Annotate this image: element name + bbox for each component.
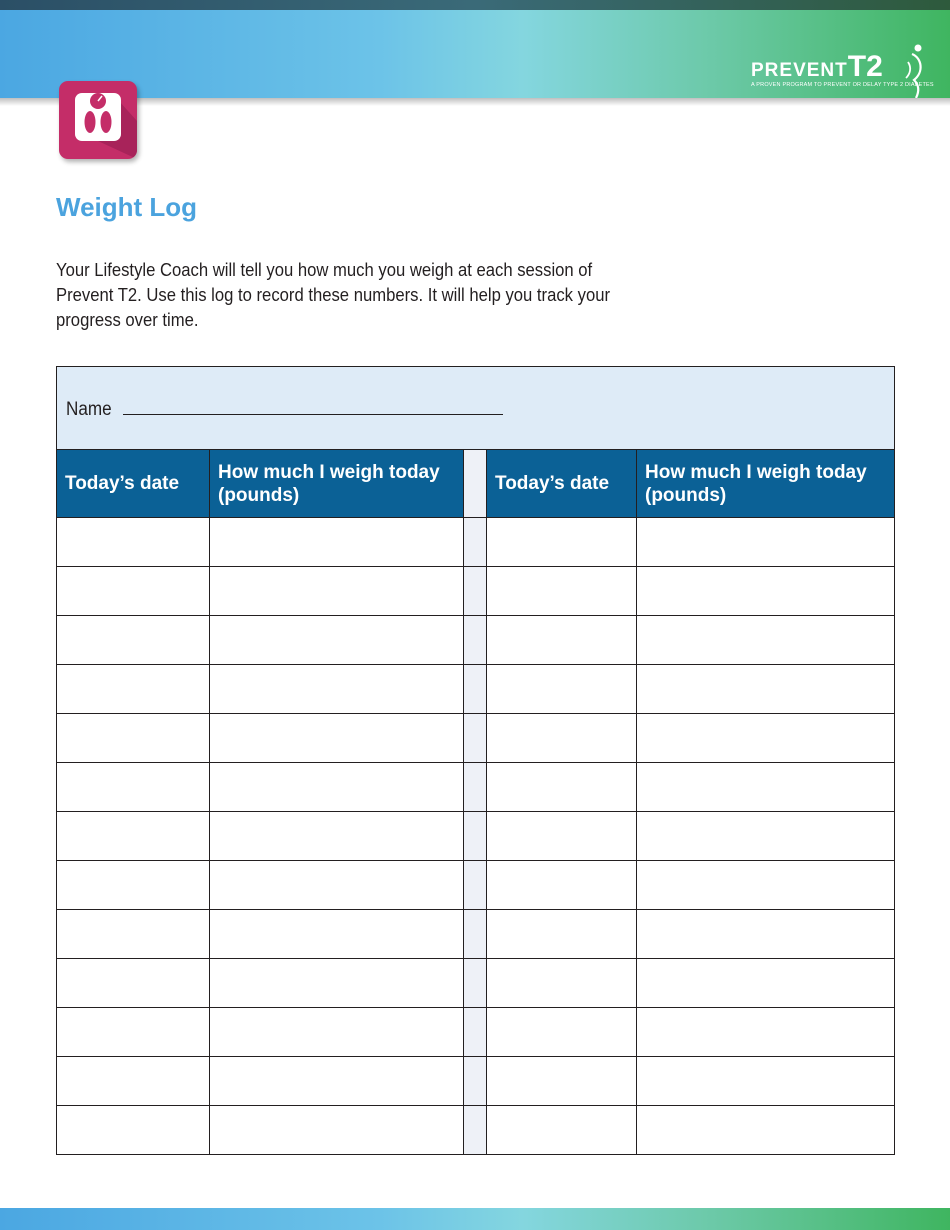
table-row xyxy=(57,1008,895,1057)
weight-cell-left[interactable] xyxy=(210,763,464,812)
logo-t2: T2 xyxy=(847,50,883,83)
column-divider xyxy=(464,861,487,910)
table-row xyxy=(57,567,895,616)
weight-cell-right[interactable] xyxy=(637,910,895,959)
header-weight-left: How much I weigh today (pounds) xyxy=(210,450,464,518)
column-divider xyxy=(464,616,487,665)
name-label: Name xyxy=(66,398,112,420)
date-cell-left[interactable] xyxy=(57,1008,210,1057)
table-row xyxy=(57,665,895,714)
bottom-bar xyxy=(0,1208,950,1230)
table-row xyxy=(57,1057,895,1106)
date-cell-left[interactable] xyxy=(57,861,210,910)
weight-cell-right[interactable] xyxy=(637,959,895,1008)
weight-cell-right[interactable] xyxy=(637,714,895,763)
logo-word: PREVENT xyxy=(751,60,848,81)
date-cell-left[interactable] xyxy=(57,616,210,665)
weight-cell-right[interactable] xyxy=(637,665,895,714)
date-cell-left[interactable] xyxy=(57,518,210,567)
weight-cell-left[interactable] xyxy=(210,1008,464,1057)
person-figure-icon xyxy=(904,42,926,100)
name-line[interactable] xyxy=(123,396,503,415)
date-cell-right[interactable] xyxy=(487,763,637,812)
table-row xyxy=(57,1106,895,1155)
weight-cell-right[interactable] xyxy=(637,1057,895,1106)
date-cell-right[interactable] xyxy=(487,714,637,763)
weight-cell-right[interactable] xyxy=(637,763,895,812)
date-cell-right[interactable] xyxy=(487,518,637,567)
weight-cell-left[interactable] xyxy=(210,861,464,910)
column-divider xyxy=(464,450,487,518)
column-divider xyxy=(464,910,487,959)
weight-cell-left[interactable] xyxy=(210,567,464,616)
table-row xyxy=(57,518,895,567)
date-cell-right[interactable] xyxy=(487,567,637,616)
weight-cell-left[interactable] xyxy=(210,518,464,567)
column-divider xyxy=(464,812,487,861)
weight-cell-left[interactable] xyxy=(210,812,464,861)
column-divider xyxy=(464,959,487,1008)
log-rows xyxy=(57,518,895,1155)
date-cell-right[interactable] xyxy=(487,861,637,910)
weight-cell-left[interactable] xyxy=(210,1106,464,1155)
column-divider xyxy=(464,567,487,616)
weight-cell-right[interactable] xyxy=(637,1008,895,1057)
weight-cell-left[interactable] xyxy=(210,714,464,763)
intro-paragraph: Your Lifestyle Coach will tell you how much you weigh at each session of Prevent T2. Use this log to record these numbers. It will help you track your progress over time. xyxy=(56,259,611,330)
column-divider xyxy=(464,665,487,714)
date-cell-right[interactable] xyxy=(487,1008,637,1057)
column-divider xyxy=(464,714,487,763)
date-cell-left[interactable] xyxy=(57,1057,210,1106)
date-cell-left[interactable] xyxy=(57,1106,210,1155)
column-divider xyxy=(464,1008,487,1057)
table-row xyxy=(57,763,895,812)
weight-cell-right[interactable] xyxy=(637,518,895,567)
weight-cell-right[interactable] xyxy=(637,616,895,665)
date-cell-left[interactable] xyxy=(57,959,210,1008)
logo-tagline: A PROVEN PROGRAM TO PREVENT OR DELAY TYPE 2 DIABETES xyxy=(751,82,934,88)
date-cell-right[interactable] xyxy=(487,1057,637,1106)
page-title: Weight Log xyxy=(56,192,198,222)
table-row xyxy=(57,910,895,959)
table-row xyxy=(57,616,895,665)
weight-cell-left[interactable] xyxy=(210,616,464,665)
weight-cell-left[interactable] xyxy=(210,1057,464,1106)
weight-cell-right[interactable] xyxy=(637,861,895,910)
date-cell-right[interactable] xyxy=(487,812,637,861)
name-field[interactable] xyxy=(57,367,895,450)
column-divider xyxy=(464,763,487,812)
date-cell-right[interactable] xyxy=(487,665,637,714)
weight-cell-left[interactable] xyxy=(210,959,464,1008)
weight-cell-right[interactable] xyxy=(637,1106,895,1155)
column-divider xyxy=(464,518,487,567)
date-cell-right[interactable] xyxy=(487,959,637,1008)
weight-cell-left[interactable] xyxy=(210,665,464,714)
date-cell-left[interactable] xyxy=(57,812,210,861)
header-todays-date-left: Today’s date xyxy=(57,450,210,518)
weight-cell-left[interactable] xyxy=(210,910,464,959)
date-cell-right[interactable] xyxy=(487,616,637,665)
table-row xyxy=(57,959,895,1008)
date-cell-left[interactable] xyxy=(57,763,210,812)
scale-icon xyxy=(59,81,137,159)
date-cell-right[interactable] xyxy=(487,1106,637,1155)
date-cell-left[interactable] xyxy=(57,665,210,714)
table-row xyxy=(57,812,895,861)
weight-cell-right[interactable] xyxy=(637,567,895,616)
table-row xyxy=(57,714,895,763)
date-cell-left[interactable] xyxy=(57,714,210,763)
header-weight-right: How much I weigh today (pounds) xyxy=(637,450,895,518)
column-divider xyxy=(464,1057,487,1106)
date-cell-left[interactable] xyxy=(57,910,210,959)
date-cell-left[interactable] xyxy=(57,567,210,616)
weight-cell-right[interactable] xyxy=(637,812,895,861)
banner-shadow xyxy=(0,98,950,106)
date-cell-right[interactable] xyxy=(487,910,637,959)
weight-log-table xyxy=(56,366,895,1155)
column-divider xyxy=(464,1106,487,1155)
header-todays-date-right: Today’s date xyxy=(487,450,637,518)
top-banner xyxy=(0,0,950,98)
prevent-t2-logo xyxy=(751,40,934,100)
table-row xyxy=(57,861,895,910)
